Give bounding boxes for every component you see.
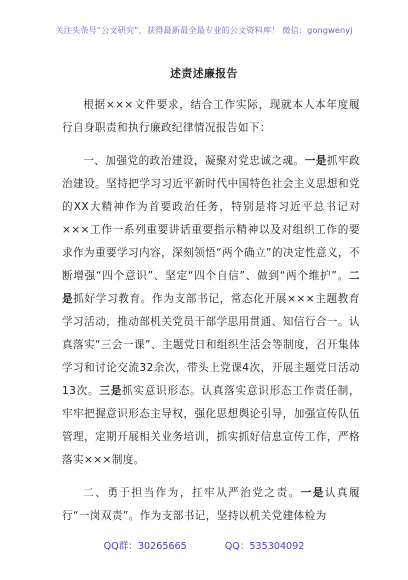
paragraph-emphasis: 一是: [304, 155, 327, 167]
document-body: [62, 94, 360, 528]
paragraph-text: 抓牢政治建设。坚持把学习习近平新时代中国特色社会主义思想和党的XX大精神作为首要政治任务，特别是将习近平总书记对×××工作一系列重要讲话重要指示精神以及对组织工作的要求作为重要学习内容，深刻领悟“两个确立”的决定性意义，不断增强“四个意识”、坚定“四个自信”、做到“两个维护”。: [62, 155, 361, 282]
paragraph-text: 抓好学习教育。作为支部书记，常态化开展×××主题教育学习活动，推动部机关党员干部学思用贯通、知信行合一。认真落实“三会一课”、主题党日和组织生活会等制度，召开集体学习和讨论交流32余次，带头上党课4次，开展主题党日活动13次。: [62, 293, 360, 397]
paragraph-text: 二、勇于担当作为，扛牢从严治党之责。: [83, 487, 301, 499]
page-title: 述责述廉报告: [170, 67, 238, 80]
body-paragraph: [62, 150, 360, 472]
body-paragraph: [62, 482, 360, 528]
footer-qq-group: QQ群：30265665: [103, 541, 187, 552]
header-note: 关注头条号“公文研究”，获得最新最全最专业的公文资料库！ 微信：gongwenyj: [55, 25, 353, 35]
footer-qq-number: QQ：535304092: [224, 541, 305, 552]
body-paragraph: [62, 94, 360, 140]
paragraph-emphasis: 一是: [300, 487, 325, 499]
footer-contact: [0, 538, 408, 552]
paragraph-text: 抓实意识形态。认真落实意识形态工作责任制，牢牢把握意识形态主导权，强化思想舆论引导，加强宣传队伍管理，定期开展相关业务培训，抓实抓好信息宣传工作，严格落实×××制度。: [62, 385, 360, 466]
paragraph-text: 一、加强党的政治建设，凝聚对党忠诚之魂。: [83, 155, 305, 167]
paragraph-text: 认真履行“一岗双责”。作为支部书记，坚持以机关党建体检为: [62, 487, 361, 522]
paragraph-emphasis: 二是: [62, 270, 360, 305]
paragraph-text: 根据×××文件要求，结合工作实际，现就本人本年度履行自身职责和执行廉政纪律情况报告如下：: [62, 99, 360, 134]
paragraph-emphasis: 三是: [99, 385, 123, 397]
